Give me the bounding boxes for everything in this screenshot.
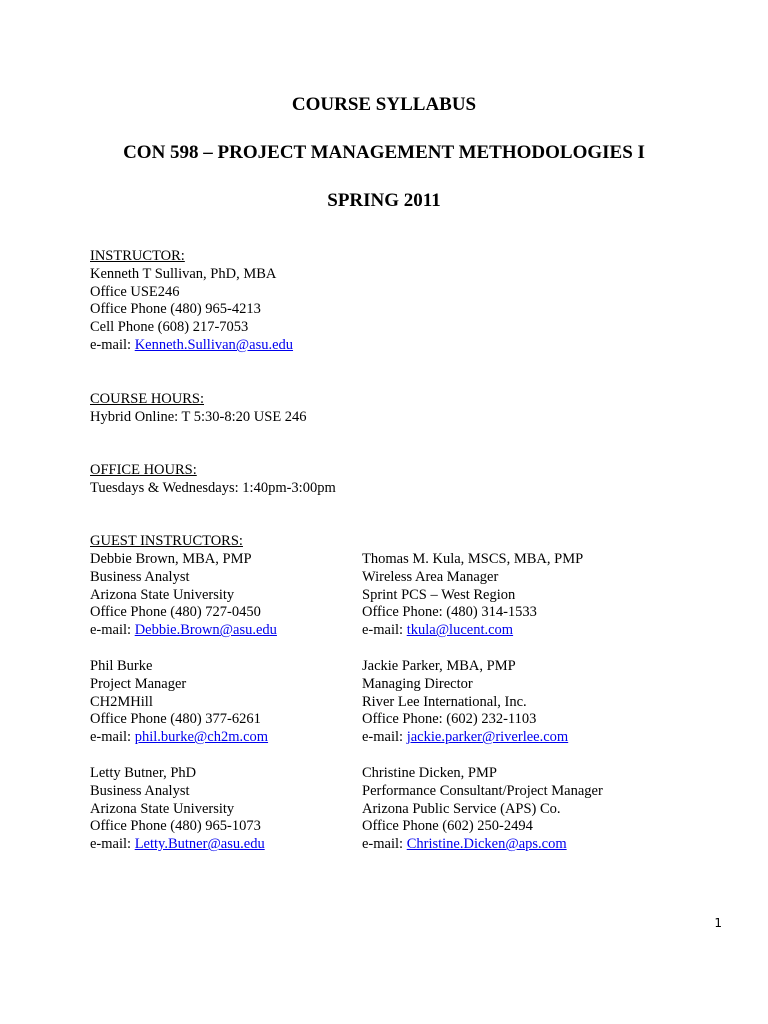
instructor-office: Office USE246	[90, 283, 180, 300]
instructor-heading: INSTRUCTOR:	[90, 248, 185, 264]
instructor-name: Kenneth T Sullivan, PhD, MBA	[90, 265, 277, 282]
instructor-office-phone: Office Phone (480) 965-4213	[90, 301, 261, 318]
guest-org: Arizona Public Service (APS) Co.	[362, 800, 561, 817]
guest-instructor-card	[90, 551, 277, 640]
instructor-email-line	[90, 337, 293, 355]
guest-role: Project Manager	[90, 675, 187, 692]
instructor-cell-phone: Cell Phone (608) 217-7053	[90, 319, 249, 336]
guest-org: River Lee International, Inc.	[362, 693, 527, 710]
guest-email-link[interactable]: Debbie.Brown@asu.edu	[134, 622, 277, 639]
guest-email-link[interactable]: tkula@lucent.com	[406, 622, 514, 639]
guest-name: Debbie Brown, MBA, PMP	[90, 551, 252, 567]
guest-role: Business Analyst	[90, 782, 190, 799]
guest-org: Sprint PCS – West Region	[362, 586, 516, 603]
guest-email-link[interactable]: Christine.Dicken@aps.com	[406, 836, 567, 853]
guest-email-line	[90, 622, 277, 640]
guest-name: Christine Dicken, PMP	[362, 765, 497, 781]
email-label: e-mail:	[362, 622, 407, 639]
document-type-title: COURSE SYLLABUS	[291, 94, 477, 115]
course-title: CON 598 – PROJECT MANAGEMENT METHODOLOGIES I	[123, 142, 645, 163]
course-hours-text: Hybrid Online: T 5:30-8:20 USE 246	[90, 408, 307, 425]
office-hours-section	[90, 462, 336, 498]
course-hours-section	[90, 391, 307, 427]
guest-instructor-card	[90, 765, 265, 854]
instructor-section	[90, 248, 293, 355]
guest-name: Thomas M. Kula, MSCS, MBA, PMP	[362, 551, 584, 567]
guest-instructor-card	[362, 765, 603, 854]
email-label: e-mail:	[362, 729, 407, 746]
guest-email-link[interactable]: phil.burke@ch2m.com	[134, 729, 269, 746]
guest-email-line	[362, 836, 603, 854]
guest-name: Jackie Parker, MBA, PMP	[362, 658, 516, 674]
guest-role: Wireless Area Manager	[362, 568, 499, 585]
guest-role: Performance Consultant/Project Manager	[362, 782, 603, 799]
guest-name: Letty Butner, PhD	[90, 765, 197, 781]
guest-instructor-card	[362, 551, 583, 640]
guest-name: Phil Burke	[90, 658, 153, 674]
guest-email-link[interactable]: Letty.Butner@asu.edu	[134, 836, 265, 853]
email-label: e-mail:	[90, 336, 135, 353]
guest-phone: Office Phone (480) 377-6261	[90, 711, 261, 728]
guest-email-link[interactable]: jackie.parker@riverlee.com	[406, 729, 569, 746]
guest-phone: Office Phone: (480) 314-1533	[362, 604, 537, 621]
guest-instructors-heading: GUEST INSTRUCTORS:	[90, 533, 243, 549]
guest-role: Business Analyst	[90, 568, 190, 585]
guest-phone: Office Phone (602) 250-2494	[362, 818, 533, 835]
email-label: e-mail:	[90, 729, 135, 746]
term-title: SPRING 2011	[327, 190, 441, 211]
guest-instructor-card	[362, 658, 568, 747]
guest-phone: Office Phone (480) 727-0450	[90, 604, 261, 621]
guest-phone: Office Phone: (602) 232-1103	[362, 711, 537, 728]
email-label: e-mail:	[90, 622, 135, 639]
office-hours-heading: OFFICE HOURS:	[90, 462, 197, 478]
guest-org: Arizona State University	[90, 800, 235, 817]
guest-role: Managing Director	[362, 675, 473, 692]
email-label: e-mail:	[90, 836, 135, 853]
guest-email-line	[90, 836, 265, 854]
email-label: e-mail:	[362, 836, 407, 853]
guest-org: Arizona State University	[90, 586, 235, 603]
page-number: 1	[714, 916, 722, 930]
guest-email-line	[362, 622, 583, 640]
course-hours-heading: COURSE HOURS:	[90, 391, 205, 407]
guest-instructor-card	[90, 658, 268, 747]
guest-email-line	[90, 729, 268, 747]
guest-org: CH2MHill	[90, 693, 153, 710]
guest-phone: Office Phone (480) 965-1073	[90, 818, 261, 835]
guest-email-line	[362, 729, 568, 747]
office-hours-text: Tuesdays & Wednesdays: 1:40pm-3:00pm	[90, 479, 336, 496]
instructor-email-link[interactable]: Kenneth.Sullivan@asu.edu	[134, 336, 294, 353]
